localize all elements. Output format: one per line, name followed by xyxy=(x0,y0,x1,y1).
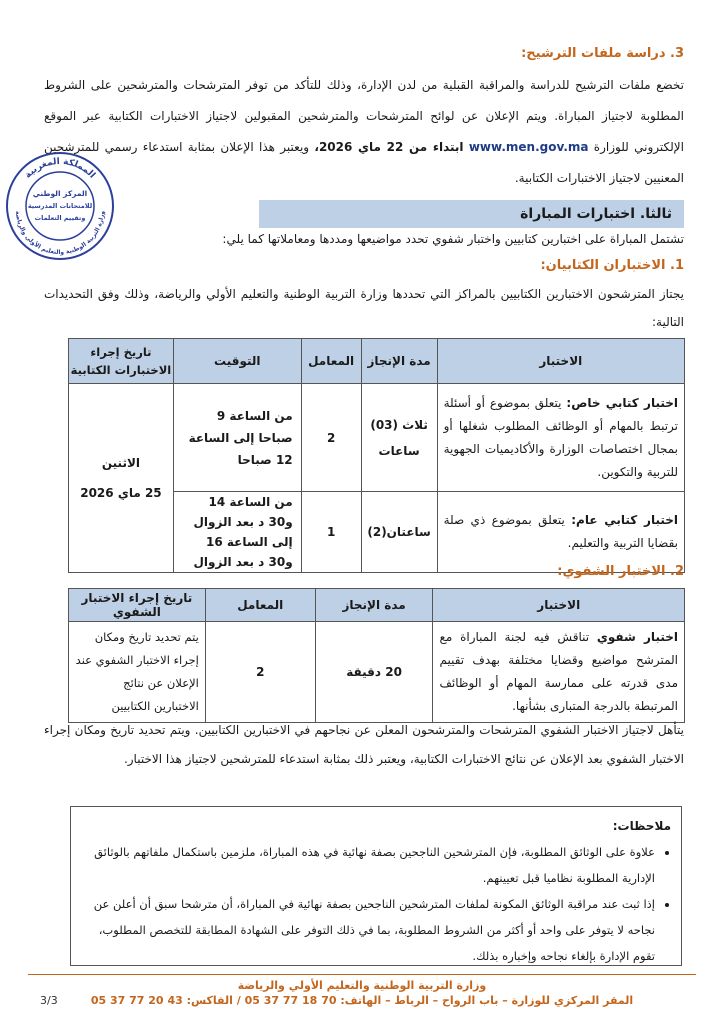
exam-desc: يتعلق بموضوع أو أسئلة ترتبط بالمهام أو الوظائف المطلوب شغلها أو بمجال اختصاصات الوزارة والأكاديميات الجهوية للتربية والتكوين. xyxy=(443,395,678,479)
coef-cell: 1 xyxy=(301,492,361,573)
header-duration: مدة الإنجاز xyxy=(361,339,437,384)
footer-ministry: وزارة التربية الوطنية والتعليم الأولي والرياضة xyxy=(237,979,487,992)
header-exam: الاختبار xyxy=(433,589,685,622)
date-cell xyxy=(69,384,174,573)
section-3-heading: 3. دراسة ملفات الترشيح: xyxy=(521,46,684,61)
footer-divider xyxy=(28,974,696,975)
coef-cell: 2 xyxy=(301,384,361,492)
table-header-row xyxy=(69,589,685,622)
exam-desc: تناقش فيه لجنة المباراة مع المترشح مواضيع وقضايا مختلفة بهدف تقييم مدى قدرته على ممارسة المهام أو الوظائف المرتبطة بالدرجة المتبارى بشأنها. xyxy=(439,630,678,713)
stamp-line-1: المركز الوطني xyxy=(32,189,88,198)
section-title-bar: ثالثا. اختبارات المباراة xyxy=(259,200,684,228)
oral-qualification-paragraph xyxy=(44,716,684,774)
oral-qualification-text: يتأهل لاجتياز الاختبار الشفوي المترشحات والمترشحون المعلن عن نجاحهم في الاختبارين الكتابيين. ويتم تحديد تاريخ ومكان إجراء الاختبار الشفوي بعد الإعلان عن نتائج الاختبارات الكتابية، ويعتبر ذلك بمثابة استدعاء للمترشحين لاجتياز هذا الاختبار. xyxy=(44,723,684,766)
section-3-paragraph xyxy=(44,70,684,194)
exam-day: الاثنين xyxy=(101,456,141,470)
duration-cell: ساعتان(2) xyxy=(361,492,437,573)
header-coef: المعامل xyxy=(205,589,315,622)
exam-desc: يتعلق بموضوع ذي صلة بقضايا التربية والتعليم. xyxy=(443,513,678,550)
exam-title: اختبار كتابي عام: xyxy=(571,513,679,527)
footer-address: المقر المركزي للوزارة – باب الرواح – الرباط – الهاتف: 70 18 77 37 05 / الفاكس: 43 20 77 37 05 xyxy=(90,994,634,1007)
list-item: • علاوة على الوثائق المطلوبة، فإن المترشحين الناجحين بصفة نهائية في هذه المباراة، ملزمين باستكمال ملفاتهم بالوثائق الإدارية المطلوبة نظاميا قبل تعيينهم. xyxy=(81,839,655,891)
oral-exam-table xyxy=(68,588,685,723)
table-row xyxy=(69,622,685,723)
announcement-date: ابتداء من 22 ماي 2026، xyxy=(314,140,464,154)
written-exams-desc xyxy=(44,280,684,336)
exams-intro: تشتمل المباراة على اختبارين كتابيين واختبار شفوي تحدد مواضيعها ومددها ومعاملاتها كما يلي: xyxy=(222,232,684,246)
stamp-bottom-text: وزارة التربية الوطنية والتعليم الأولي والرياضة xyxy=(13,210,107,257)
exam-title: اختبار كتابي خاص: xyxy=(566,395,679,410)
written-exams-desc-text: يجتاز المترشحون الاختبارين الكتابيين بالمراكز التي تحددها وزارة التربية الوطنية والتعليم الأولي والرياضة، وذلك وفق التحديدات التالية: xyxy=(44,287,684,329)
ministry-url: www.men.gov.ma xyxy=(468,140,589,154)
written-exams-table xyxy=(68,338,685,573)
section-3-text: تخضع ملفات الترشيح للدراسة والمراقبة القبلية من لدن الإدارة، وذلك للتأكد من توفر المترشحات والمترشحين على الشروط المطلوبة لاجتياز المباراة. ويتم الإعلان عن لوائح المترشحات والمترشحين المقبولين لاجتياز الاختبارات الكتابية عبر الموقع الإلكتروني للوزارة xyxy=(44,78,684,154)
exam-cell xyxy=(433,622,685,723)
header-date: تاريخ إجراء الاختبار الشفوي xyxy=(69,589,206,622)
section-3-text-end: ويعتبر هذا الإعلان بمثابة استدعاء رسمي للمترشحين المعنيين لاجتياز الاختبارات الكتابية. xyxy=(44,140,684,185)
timing-cell: من الساعة 9 صباحا إلى الساعة 12 صباحا xyxy=(173,384,301,492)
exam-cell xyxy=(437,384,684,492)
duration-cell: ثلاث (03) ساعات xyxy=(361,384,437,492)
notes-list xyxy=(81,839,671,969)
table-header-row xyxy=(69,339,685,384)
table-row xyxy=(69,384,685,492)
duration-cell: 20 دقيقة xyxy=(315,622,433,723)
written-exams-heading: 1. الاختباران الكتابيان: xyxy=(540,258,684,273)
exam-date: 25 ماي 2026 xyxy=(80,486,162,500)
date-cell: يتم تحديد تاريخ ومكان إجراء الاختبار الشفوي عند الإعلان عن نتائج الاختبارين الكتابيين xyxy=(69,622,206,723)
header-coef: المعامل xyxy=(301,339,361,384)
timing-cell: من الساعة 14 و30 د بعد الزوال إلى الساعة 16 و30 د بعد الزوال xyxy=(173,492,301,573)
stamp-line-2: للامتحانات المدرسية xyxy=(27,202,93,210)
coef-cell: 2 xyxy=(205,622,315,723)
oral-exam-heading: 2. الاختبار الشفوي: xyxy=(557,564,684,579)
header-timing: التوقيت xyxy=(173,339,301,384)
notes-title: ملاحظات: xyxy=(612,819,671,833)
header-exam: الاختبار xyxy=(437,339,684,384)
header-duration: مدة الإنجاز xyxy=(315,589,433,622)
stamp-line-3: وتقييم التعلمات xyxy=(34,214,86,222)
notes-box xyxy=(70,806,682,966)
stamp-top-text: المملكة المغربية xyxy=(23,156,97,181)
header-date: تاريخ إجراء الاختبارات الكتابية xyxy=(69,339,174,384)
exam-title: اختبار شفوي xyxy=(596,630,678,644)
page-number: 3/3 xyxy=(40,994,58,1007)
list-item: • إذا ثبت عند مراقبة الوثائق المكونة لملفات المترشحين الناجحين بصفة نهائية في المباراة، أن مترشحا سبق أن أعلن عن نجاحه لا يتوفر على واحد أو أكثر من الشروط المطلوبة، بما في ذلك التوفر على الشهادة المطابقة للتخصص المطلوب، تقوم الإدارة بإلغاء نجاحه وإخباره بذلك. xyxy=(81,891,655,969)
exam-cell xyxy=(437,492,684,573)
